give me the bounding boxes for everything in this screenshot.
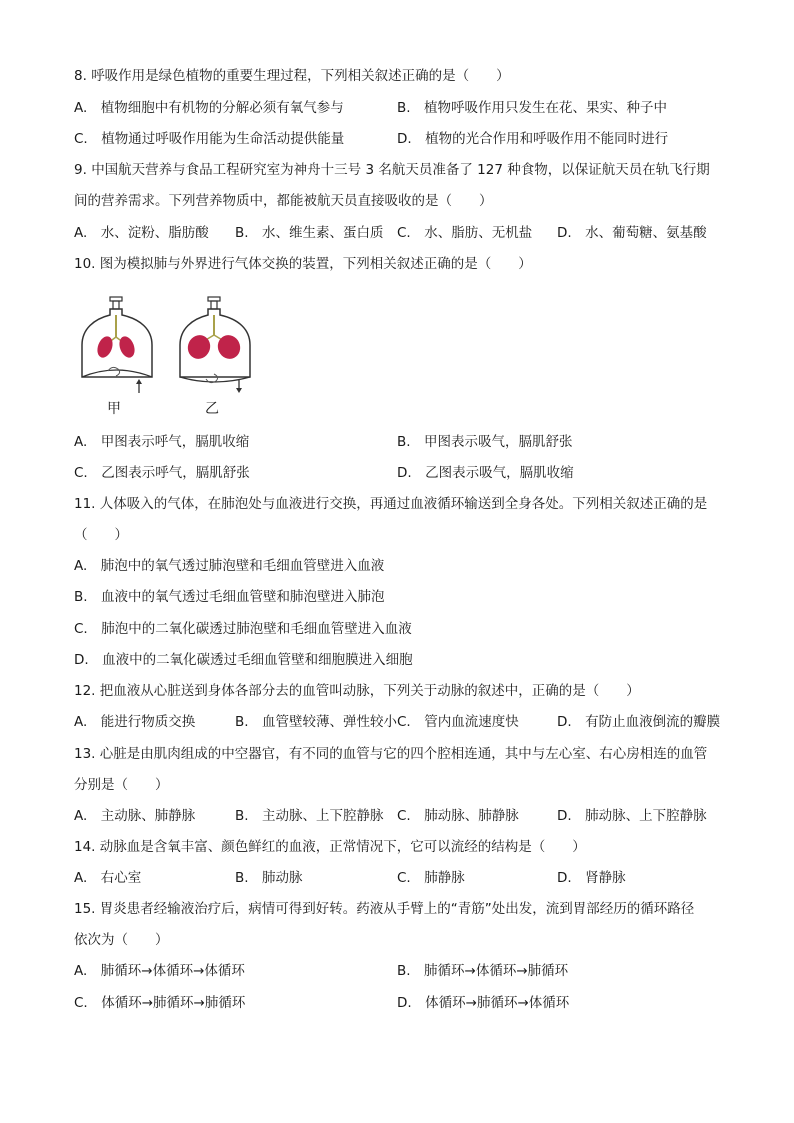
q13-option-a: A. 主动脉、肺静脉 bbox=[74, 808, 196, 824]
q9-option-c: C. 水、脂肪、无机盐 bbox=[397, 225, 533, 241]
question-15-stem-cont: 依次为（ ） bbox=[74, 932, 169, 948]
q8-option-c: C. 植物通过呼吸作用能为生命活动提供能量 bbox=[74, 131, 345, 147]
q15-option-b: B. 肺循环→体循环→肺循环 bbox=[397, 963, 569, 979]
q10-option-b: B. 甲图表示吸气，膈肌舒张 bbox=[397, 434, 573, 450]
q14-option-d: D. 肾静脉 bbox=[557, 870, 626, 886]
q14-option-b: B. 肺动脉 bbox=[235, 870, 303, 886]
q10-option-a: A. 甲图表示呼气，膈肌收缩 bbox=[74, 434, 250, 450]
q9-option-d: D. 水、葡萄糖、氨基酸 bbox=[557, 225, 707, 241]
q8-option-a: A. 植物细胞中有机物的分解必须有氧气参与 bbox=[74, 100, 344, 116]
q9-option-a: A. 水、淀粉、脂肪酸 bbox=[74, 225, 209, 241]
question-11-stem-cont: （ ） bbox=[74, 527, 128, 543]
figure-label-jia: 甲 bbox=[107, 401, 121, 417]
question-9-stem: 9. 中国航天营养与食品工程研究室为神舟十三号 3 名航天员准备了 127 种食物，以保证航天员在轨飞行期 bbox=[74, 162, 710, 178]
q13-option-c: C. 肺动脉、肺静脉 bbox=[397, 808, 519, 824]
q12-option-a: A. 能进行物质交换 bbox=[74, 714, 196, 730]
q15-option-d: D. 体循环→肺循环→体循环 bbox=[397, 995, 570, 1011]
q12-option-c: C. 管内血流速度快 bbox=[397, 714, 519, 730]
q12-option-b: B. 血管壁较薄、弹性较小 bbox=[235, 714, 398, 730]
bell-jar-figure-yi bbox=[176, 293, 256, 393]
q11-option-b: B. 血液中的氧气透过毛细血管壁和肺泡壁进入肺泡 bbox=[74, 589, 385, 605]
question-8-stem: 8. 呼吸作用是绿色植物的重要生理过程，下列相关叙述正确的是（ ） bbox=[74, 68, 510, 84]
q13-option-b: B. 主动脉、上下腔静脉 bbox=[235, 808, 384, 824]
question-15-stem: 15. 胃炎患者经输液治疗后，病情可得到好转。药液从手臂上的“青筋”处出发，流到胃部经历的循环路径 bbox=[74, 901, 695, 917]
q14-option-c: C. 肺静脉 bbox=[397, 870, 465, 886]
question-11-stem: 11. 人体吸入的气体，在肺泡处与血液进行交换，再通过血液循环输送到全身各处。下列相关叙述正确的是 bbox=[74, 496, 708, 512]
q8-option-b: B. 植物呼吸作用只发生在花、果实、种子中 bbox=[397, 100, 668, 116]
question-10-stem: 10. 图为模拟肺与外界进行气体交换的装置，下列相关叙述正确的是（ ） bbox=[74, 256, 532, 272]
q14-option-a: A. 右心室 bbox=[74, 870, 142, 886]
q8-option-d: D. 植物的光合作用和呼吸作用不能同时进行 bbox=[397, 131, 669, 147]
question-14-stem: 14. 动脉血是含氧丰富、颜色鲜红的血液，正常情况下，它可以流经的结构是（ ） bbox=[74, 839, 586, 855]
q9-option-b: B. 水、维生素、蛋白质 bbox=[235, 225, 384, 241]
q10-option-c: C. 乙图表示呼气，膈肌舒张 bbox=[74, 465, 250, 481]
q15-option-a: A. 肺循环→体循环→体循环 bbox=[74, 963, 245, 979]
q11-option-c: C. 肺泡中的二氧化碳透过肺泡壁和毛细血管壁进入血液 bbox=[74, 621, 412, 637]
question-13-stem-cont: 分别是（ ） bbox=[74, 777, 169, 793]
question-9-stem-cont: 间的营养需求。下列营养物质中，都能被航天员直接吸收的是（ ） bbox=[74, 193, 493, 209]
q11-option-a: A. 肺泡中的氧气透过肺泡壁和毛细血管壁进入血液 bbox=[74, 558, 385, 574]
question-12-stem: 12. 把血液从心脏送到身体各部分去的血管叫动脉，下列关于动脉的叙述中，正确的是（ ） bbox=[74, 683, 640, 699]
bell-jar-figure-jia bbox=[78, 293, 158, 393]
question-13-stem: 13. 心脏是由肌肉组成的中空器官，有不同的血管与它的四个腔相连通，其中与左心室、右心房相连的血管 bbox=[74, 746, 708, 762]
q11-option-d: D. 血液中的二氧化碳透过毛细血管壁和细胞膜进入细胞 bbox=[74, 652, 413, 668]
figure-label-yi: 乙 bbox=[205, 401, 219, 417]
q12-option-d: D. 有防止血液倒流的瓣膜 bbox=[557, 714, 721, 730]
q13-option-d: D. 肺动脉、上下腔静脉 bbox=[557, 808, 707, 824]
q15-option-c: C. 体循环→肺循环→肺循环 bbox=[74, 995, 246, 1011]
q10-option-d: D. 乙图表示吸气，膈肌收缩 bbox=[397, 465, 574, 481]
